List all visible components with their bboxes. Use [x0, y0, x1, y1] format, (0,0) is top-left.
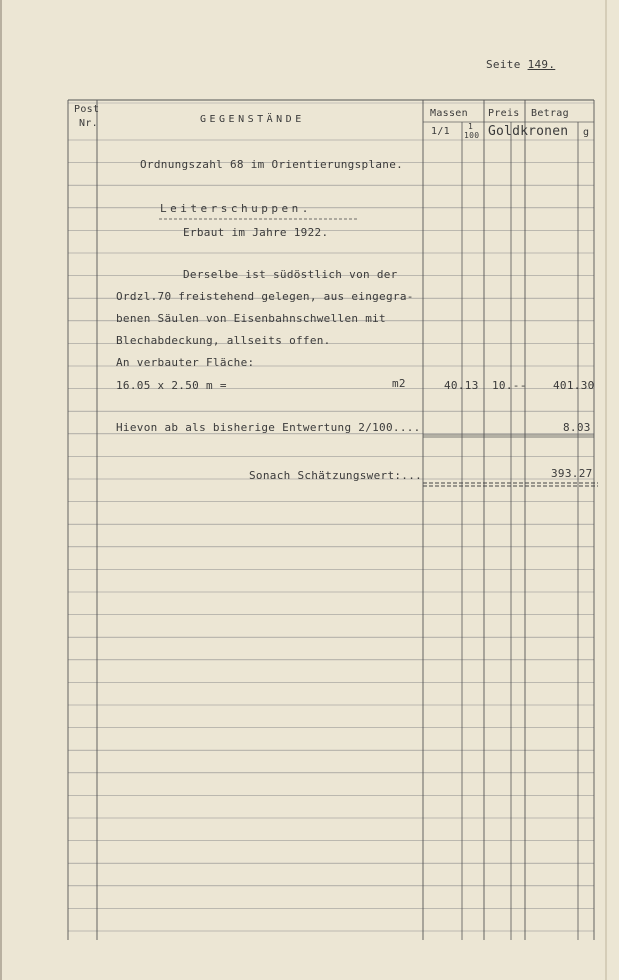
area-label: An verbauter Fläche:: [116, 356, 255, 369]
estimate-amount: 393.27: [551, 467, 593, 480]
description-line-4: Blechabdeckung, allseits offen.: [116, 334, 331, 347]
deduction-amount: 8.03: [563, 421, 591, 434]
ordnungszahl-line: Ordnungszahl 68 im Orientierungsplane.: [140, 158, 404, 171]
header-gegenstaende: GEGENSTÄNDE: [200, 114, 305, 125]
header-nr: Nr.: [79, 118, 98, 129]
area-unit: m2: [392, 377, 406, 390]
area-mass-value: 40.13: [444, 379, 479, 392]
area-price-value: 10.--: [492, 379, 527, 392]
header-massen-frac-den: 100: [464, 131, 480, 140]
description-line-3: benen Säulen von Eisenbahnschwellen mit: [116, 312, 386, 325]
page-number-label: Seite 149.: [486, 58, 556, 71]
area-amount-value: 401.30: [553, 379, 595, 392]
header-massen-frac-num: 1: [468, 122, 474, 131]
description-line-1: Derselbe ist südöstlich von der: [183, 268, 398, 281]
header-goldkronen: Goldkronen: [488, 124, 569, 139]
deduction-label: Hievon ab als bisherige Entwertung 2/100....: [116, 421, 421, 434]
header-massen-whole: 1/1: [431, 126, 450, 137]
header-massen: Massen: [430, 108, 468, 119]
header-betrag-suffix: g: [583, 127, 590, 138]
estimate-label: Sonach Schätzungswert:...: [249, 469, 423, 482]
header-preis: Preis: [488, 108, 520, 119]
description-line-2: Ordzl.70 freistehend gelegen, aus eingegra-: [116, 290, 414, 303]
header-post: Post: [74, 104, 100, 115]
area-calculation: 16.05 x 2.50 m =: [116, 379, 227, 392]
building-title: Leiterschuppen.: [160, 202, 312, 215]
header-betrag: Betrag: [531, 108, 569, 119]
built-year: Erbaut im Jahre 1922.: [183, 226, 329, 239]
